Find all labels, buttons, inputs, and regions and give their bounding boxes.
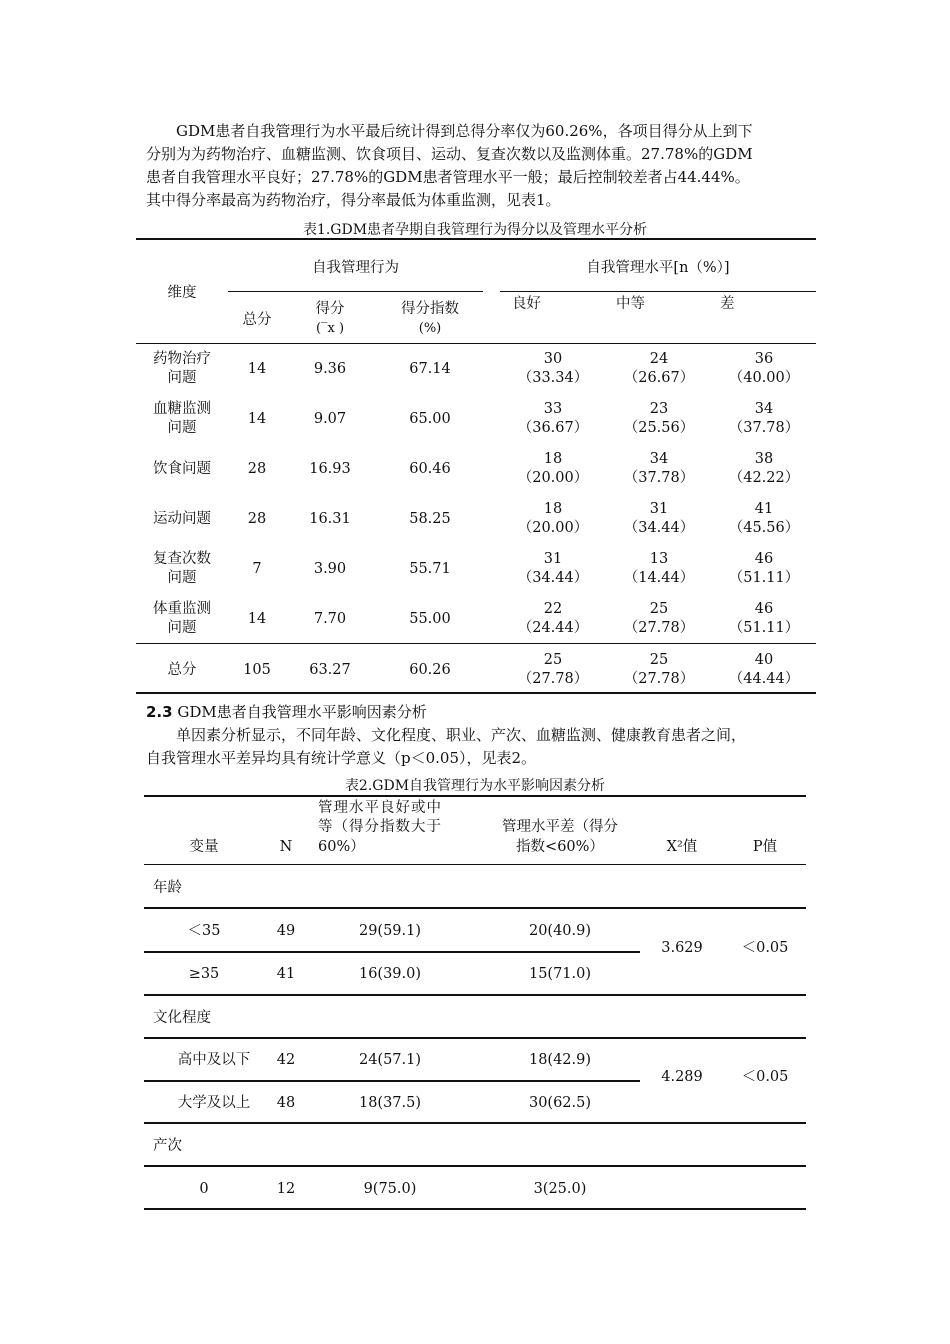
- row-total: 28: [247, 461, 267, 477]
- table2-rule: [144, 1080, 640, 1082]
- row-poor: 30(62.5): [528, 1095, 592, 1111]
- table1-header-level: 自我管理水平[n（%）]: [586, 260, 730, 276]
- group-label: 年龄: [153, 880, 182, 896]
- row-poor-pct: （42.22）: [728, 470, 800, 486]
- row-total: 105: [243, 662, 271, 678]
- table1-top-rule: [136, 238, 816, 240]
- row-poor-pct: （44.44）: [728, 671, 800, 687]
- row-score: 63.27: [309, 662, 351, 678]
- table2-rule: [144, 994, 806, 996]
- row-score: 9.07: [313, 411, 347, 427]
- row-total: 14: [247, 411, 267, 427]
- section-number: 2.3: [146, 703, 173, 721]
- table1-bottom-rule: [136, 692, 816, 694]
- table2-caption: 表2.GDM自我管理行为水平影响因素分析: [344, 778, 606, 794]
- row-index: 58.25: [409, 511, 451, 527]
- row-poor-n: 46: [754, 601, 774, 617]
- table2-rule: [144, 907, 806, 909]
- row-good: 29(59.1): [358, 923, 422, 939]
- row-poor: 20(40.9): [528, 923, 592, 939]
- row-label: 大学及以上: [177, 1095, 251, 1111]
- row-medium-n: 25: [649, 601, 669, 617]
- intro-line-1: GDM患者自我管理行为水平最后统计得到总得分率仅为60.26%，各项目得分从上到下: [176, 122, 753, 140]
- table2-bottom-rule: [144, 1208, 806, 1210]
- intro-line-4: 其中得分率最高为药物治疗，得分率最低为体重监测，见表1。: [146, 191, 561, 209]
- intro-line-2: 分别为为药物治疗、血糖监测、饮食项目、运动、复查次数以及监测体重。27.78%的GDM: [146, 145, 753, 163]
- row-dimension: 药物治疗: [153, 351, 211, 367]
- row-n: 42: [276, 1052, 296, 1068]
- group-label: 文化程度: [153, 1010, 211, 1026]
- row-label: ≥35: [188, 966, 220, 982]
- table2-top-rule: [144, 795, 806, 797]
- group-chi-square: 4.289: [661, 1069, 703, 1085]
- row-good-n: 31: [543, 551, 563, 567]
- row-dimension-2: 问题: [167, 620, 197, 636]
- table2-header-n: N: [279, 839, 293, 855]
- row-good-n: 22: [543, 601, 563, 617]
- row-medium-n: 34: [649, 451, 669, 467]
- row-score: 3.90: [313, 561, 347, 577]
- row-index: 55.00: [409, 611, 451, 627]
- row-medium-pct: （34.44）: [623, 520, 695, 536]
- row-good: 18(37.5): [358, 1095, 422, 1111]
- table2-header-poor-1: 管理水平差（得分: [502, 819, 618, 835]
- row-poor-n: 36: [754, 351, 774, 367]
- row-poor-pct: （37.78）: [728, 420, 800, 436]
- row-medium-pct: （14.44）: [623, 570, 695, 586]
- table2-header-rule: [144, 864, 806, 865]
- group-chi-square: 3.629: [661, 940, 703, 956]
- row-index: 55.71: [409, 561, 451, 577]
- table1-header-score: 得分: [315, 301, 345, 317]
- row-good-n: 33: [543, 401, 563, 417]
- table2-header-poor-2: 指数<60%）: [516, 839, 604, 855]
- row-good-pct: （34.44）: [517, 570, 589, 586]
- row-total: 28: [247, 511, 267, 527]
- row-poor-pct: （45.56）: [728, 520, 800, 536]
- table2-header-p-value: P值: [752, 839, 778, 855]
- table2-header-variable: 变量: [189, 839, 219, 855]
- row-good: 16(39.0): [358, 966, 422, 982]
- row-score: 16.93: [309, 461, 351, 477]
- row-medium-pct: （27.78）: [623, 671, 695, 687]
- row-n: 12: [276, 1181, 296, 1197]
- table2-rule: [144, 951, 640, 953]
- row-good-pct: （33.34）: [517, 370, 589, 386]
- row-medium-pct: （37.78）: [623, 470, 695, 486]
- group-label: 产次: [153, 1138, 182, 1154]
- row-poor-n: 38: [754, 451, 774, 467]
- row-dimension: 体重监测: [153, 601, 211, 617]
- row-medium-pct: （26.67）: [623, 370, 695, 386]
- row-medium-pct: （27.78）: [623, 620, 695, 636]
- row-poor-pct: （51.11）: [728, 620, 800, 636]
- table1-caption: 表1.GDM患者孕期自我管理行为得分以及管理水平分析: [302, 222, 648, 238]
- table2-header-good-3: 60%）: [318, 839, 365, 855]
- row-good-pct: （20.00）: [517, 520, 589, 536]
- row-poor-n: 40: [754, 652, 774, 668]
- row-dimension: 总分: [167, 662, 197, 678]
- row-dimension-2: 问题: [167, 420, 197, 436]
- table2-header-good-2: 等（得分指数大于: [318, 819, 442, 835]
- row-index: 67.14: [409, 361, 451, 377]
- row-poor: 18(42.9): [528, 1052, 592, 1068]
- table2-rule: [144, 1165, 806, 1167]
- row-poor: 15(71.0): [528, 966, 592, 982]
- table1-header-good: 良好: [512, 296, 541, 312]
- row-n: 41: [276, 966, 296, 982]
- row-dimension: 复查次数: [153, 551, 211, 567]
- row-poor-n: 34: [754, 401, 774, 417]
- table1-header-score-unit: (‾x ): [315, 321, 345, 336]
- row-poor-pct: （40.00）: [728, 370, 800, 386]
- row-dimension: 运动问题: [153, 511, 211, 527]
- row-index: 65.00: [409, 411, 451, 427]
- section-heading: [146, 701, 427, 724]
- row-good-n: 25: [543, 652, 563, 668]
- table1-header-index: 得分指数: [401, 301, 459, 317]
- group-p-value: ＜0.05: [741, 940, 789, 956]
- row-n: 48: [276, 1095, 296, 1111]
- row-medium-pct: （25.56）: [623, 420, 695, 436]
- row-index: 60.46: [409, 461, 451, 477]
- row-score: 16.31: [309, 511, 351, 527]
- row-dimension-2: 问题: [167, 570, 197, 586]
- row-poor-n: 41: [754, 501, 774, 517]
- row-index: 60.26: [409, 662, 451, 678]
- table2-rule: [144, 1037, 806, 1039]
- row-good-pct: （20.00）: [517, 470, 589, 486]
- row-medium-n: 24: [649, 351, 669, 367]
- table2-header-chi-square: X²值: [666, 839, 698, 855]
- table1-header-total: 总分: [242, 312, 272, 328]
- table1-level-rule: [500, 291, 816, 292]
- row-good-pct: （27.78）: [517, 671, 589, 687]
- row-good-n: 18: [543, 501, 563, 517]
- table1-behavior-rule: [228, 291, 483, 292]
- row-medium-n: 25: [649, 652, 669, 668]
- row-score: 7.70: [313, 611, 347, 627]
- intro-line-3: 患者自我管理水平良好；27.78%的GDM患者管理水平一般；最后控制较差者占44.44%。: [146, 168, 750, 186]
- row-dimension-2: 问题: [167, 370, 197, 386]
- row-label: 0: [199, 1181, 209, 1197]
- row-good-pct: （24.44）: [517, 620, 589, 636]
- row-poor: 3(25.0): [533, 1181, 587, 1197]
- section-title: GDM患者自我管理水平影响因素分析: [177, 703, 427, 721]
- row-total: 7: [252, 561, 262, 577]
- table1-header-index-unit: (%): [418, 321, 442, 336]
- row-total: 14: [247, 611, 267, 627]
- row-score: 9.36: [313, 361, 347, 377]
- section-line-2: 自我管理水平差异均具有统计学意义（p＜0.05），见表2。: [146, 749, 537, 767]
- row-poor-pct: （51.11）: [728, 570, 800, 586]
- group-p-value: ＜0.05: [741, 1069, 789, 1085]
- row-n: 49: [276, 923, 296, 939]
- row-good: 24(57.1): [358, 1052, 422, 1068]
- row-label: ＜35: [187, 923, 221, 939]
- table1-total-rule: [136, 643, 816, 644]
- row-total: 14: [247, 361, 267, 377]
- row-dimension: 血糖监测: [153, 401, 211, 417]
- table1-header-behavior: 自我管理行为: [312, 260, 399, 276]
- row-good-n: 30: [543, 351, 563, 367]
- row-dimension: 饮食问题: [153, 461, 211, 477]
- row-good-n: 18: [543, 451, 563, 467]
- table2-rule: [144, 1122, 806, 1124]
- row-medium-n: 13: [649, 551, 669, 567]
- table1-header-medium: 中等: [616, 296, 645, 312]
- row-medium-n: 23: [649, 401, 669, 417]
- row-medium-n: 31: [649, 501, 669, 517]
- row-poor-n: 46: [754, 551, 774, 567]
- row-good: 9(75.0): [363, 1181, 417, 1197]
- table1-header-rule: [136, 343, 816, 344]
- section-line-1: 单因素分析显示，不同年龄、文化程度、职业、产次、血糖监测、健康教育患者之间，: [176, 726, 747, 744]
- table1-header-dimension: 维度: [167, 285, 197, 301]
- row-good-pct: （36.67）: [517, 420, 589, 436]
- table1-header-poor: 差: [720, 296, 735, 312]
- table2-header-good-1: 管理水平良好或中: [318, 800, 442, 816]
- row-label: 高中及以下: [177, 1052, 251, 1068]
